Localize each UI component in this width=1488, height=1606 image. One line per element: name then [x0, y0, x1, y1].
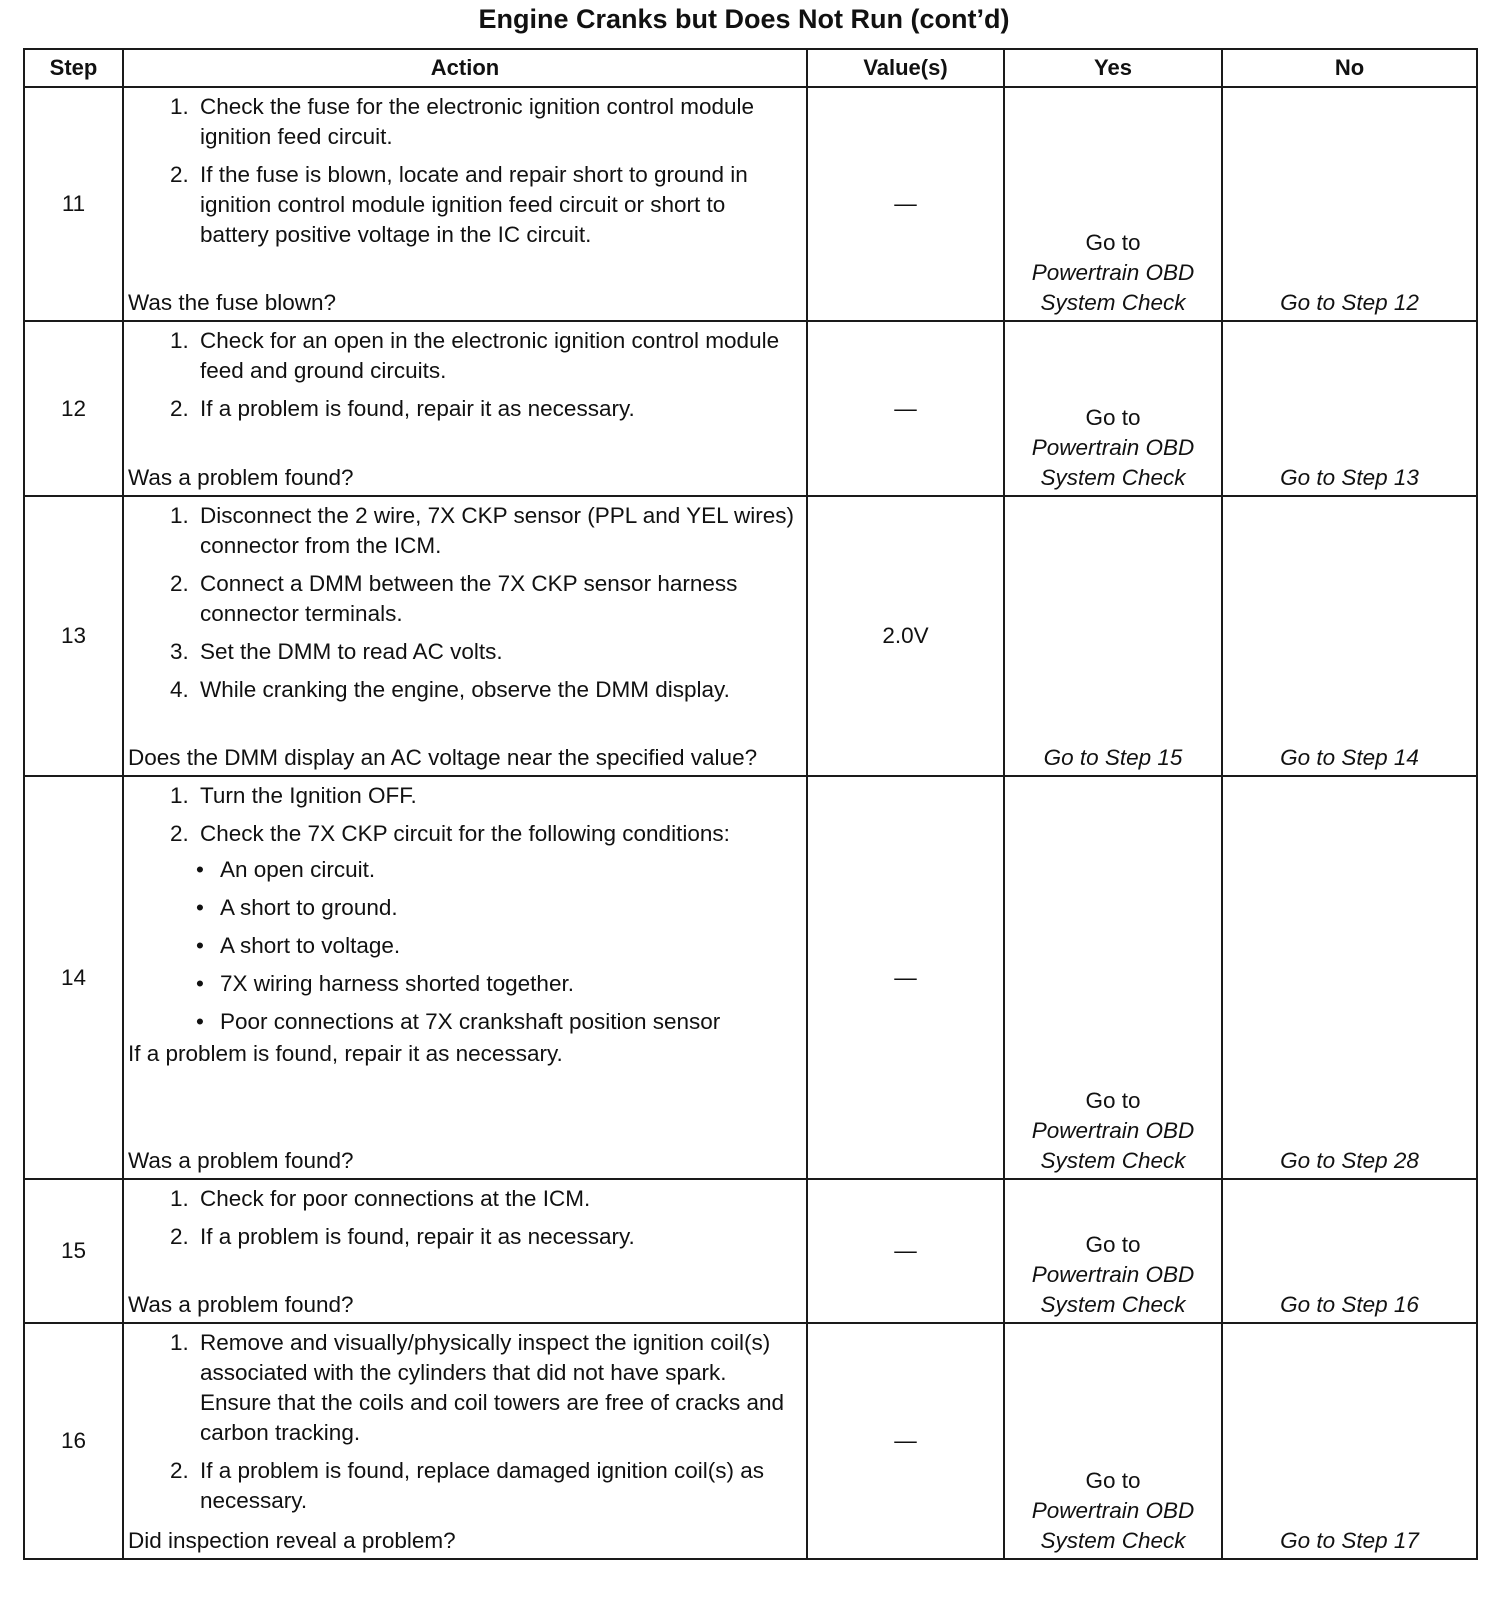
table-row — [24, 321, 1477, 496]
diagnostic-table — [23, 48, 1478, 1560]
yes-target-2: System Check — [1040, 1148, 1186, 1173]
no-target: Go to Step 28 — [1280, 1148, 1419, 1173]
yes-target: Powertrain OBD — [1031, 1498, 1195, 1523]
no-cell — [1222, 1179, 1477, 1323]
value-cell: — — [807, 776, 1004, 1179]
table-row — [24, 496, 1477, 776]
header-no: No — [1222, 49, 1477, 87]
step-number: 12 — [24, 321, 123, 496]
yes-target: Powertrain OBD — [1031, 1262, 1195, 1287]
action-item: 1. Check the fuse for the electronic ignition control module ignition feed circuit. — [195, 92, 796, 152]
question: Does the DMM display an AC voltage near the specified value? — [128, 745, 758, 770]
header-row — [24, 49, 1477, 87]
no-cell — [1222, 1323, 1477, 1559]
step-number: 11 — [24, 87, 123, 321]
no-target: Go to Step 12 — [1280, 290, 1419, 315]
step-number: 16 — [24, 1323, 123, 1559]
action-item: 3. Set the DMM to read AC volts. — [195, 637, 796, 667]
yes-target: Powertrain OBD — [1031, 435, 1195, 460]
action-cell — [123, 776, 807, 1179]
condition-item: • A short to voltage. — [220, 931, 796, 961]
table-row — [24, 1323, 1477, 1559]
condition-list — [128, 855, 796, 1037]
no-cell — [1222, 321, 1477, 496]
action-item: 1. Check for poor connections at the ICM. — [195, 1184, 796, 1214]
value-cell: — — [807, 1179, 1004, 1323]
yes-goto: Go to — [1085, 1088, 1141, 1113]
value-cell: — — [807, 87, 1004, 321]
no-target: Go to Step 17 — [1280, 1528, 1419, 1553]
action-item: 2. Check the 7X CKP circuit for the following conditions: — [195, 819, 796, 849]
header-action: Action — [123, 49, 807, 87]
yes-target-2: System Check — [1040, 1528, 1186, 1553]
value-cell: — — [807, 1323, 1004, 1559]
action-item: 2. If a problem is found, repair it as necessary. — [195, 1222, 796, 1252]
question: Was a problem found? — [128, 465, 354, 490]
yes-cell — [1004, 1323, 1222, 1559]
yes-target: Powertrain OBD — [1031, 260, 1195, 285]
condition-item: • An open circuit. — [220, 855, 796, 885]
yes-goto: Go to — [1085, 1232, 1141, 1257]
step-number: 15 — [24, 1179, 123, 1323]
action-item: 1. Disconnect the 2 wire, 7X CKP sensor (PPL and YEL wires) connector from the ICM. — [195, 501, 796, 561]
action-item: 2. If a problem is found, repair it as necessary. — [195, 394, 796, 424]
condition-item: • Poor connections at 7X crankshaft position sensor — [220, 1007, 796, 1037]
yes-goto: Go to — [1085, 405, 1141, 430]
header-step: Step — [24, 49, 123, 87]
action-list — [128, 781, 796, 849]
question: Did inspection reveal a problem? — [128, 1528, 456, 1553]
yes-cell — [1004, 87, 1222, 321]
action-item: 1. Remove and visually/physically inspect the ignition coil(s) associated with the cylinders that did not have spark. Ensure that the coils and coil towers are free of cracks and carbon tracking. — [195, 1328, 796, 1448]
action-cell — [123, 87, 807, 321]
yes-target-2: System Check — [1040, 465, 1186, 490]
action-item: 2. If the fuse is blown, locate and repair short to ground in ignition control module ignition feed circuit or short to battery positive voltage in the IC circuit. — [195, 160, 796, 250]
yes-goto: Go to — [1085, 1468, 1141, 1493]
step-number: 13 — [24, 496, 123, 776]
yes-cell — [1004, 496, 1222, 776]
yes-target: Go to Step 15 — [1043, 745, 1183, 770]
step-number: 14 — [24, 776, 123, 1179]
action-item: 4. While cranking the engine, observe the DMM display. — [195, 675, 796, 705]
yes-target: Powertrain OBD — [1031, 1118, 1195, 1143]
yes-cell — [1004, 776, 1222, 1179]
condition-item: • A short to ground. — [220, 893, 796, 923]
repair-note: If a problem is found, repair it as necessary. — [128, 1041, 563, 1066]
action-item: 2. Connect a DMM between the 7X CKP sensor harness connector terminals. — [195, 569, 796, 629]
table-row — [24, 776, 1477, 1179]
question: Was a problem found? — [128, 1292, 354, 1317]
action-item: 1. Check for an open in the electronic ignition control module feed and ground circuits. — [195, 326, 796, 386]
action-cell — [123, 1179, 807, 1323]
no-cell — [1222, 776, 1477, 1179]
header-values: Value(s) — [807, 49, 1004, 87]
table-row — [24, 1179, 1477, 1323]
value-cell: 2.0V — [807, 496, 1004, 776]
no-cell — [1222, 496, 1477, 776]
page-title: Engine Cranks but Does Not Run (cont’d) — [478, 4, 1010, 34]
yes-cell — [1004, 321, 1222, 496]
table-row — [24, 87, 1477, 321]
question: Was the fuse blown? — [128, 290, 337, 315]
yes-cell — [1004, 1179, 1222, 1323]
yes-target-2: System Check — [1040, 290, 1186, 315]
action-item: 1. Turn the Ignition OFF. — [195, 781, 796, 811]
action-item: 2. If a problem is found, replace damaged ignition coil(s) as necessary. — [195, 1456, 796, 1516]
action-list — [128, 92, 796, 250]
action-cell — [123, 1323, 807, 1559]
action-cell — [123, 321, 807, 496]
no-target: Go to Step 14 — [1280, 745, 1419, 770]
action-list — [128, 501, 796, 705]
value-cell: — — [807, 321, 1004, 496]
no-target: Go to Step 13 — [1280, 465, 1419, 490]
yes-goto: Go to — [1085, 230, 1141, 255]
header-yes: Yes — [1004, 49, 1222, 87]
yes-target-2: System Check — [1040, 1292, 1186, 1317]
action-list — [128, 326, 796, 424]
condition-item: • 7X wiring harness shorted together. — [220, 969, 796, 999]
no-cell — [1222, 87, 1477, 321]
no-target: Go to Step 16 — [1280, 1292, 1419, 1317]
action-list — [128, 1328, 796, 1516]
question: Was a problem found? — [128, 1148, 354, 1173]
action-list — [128, 1184, 796, 1252]
action-cell — [123, 496, 807, 776]
